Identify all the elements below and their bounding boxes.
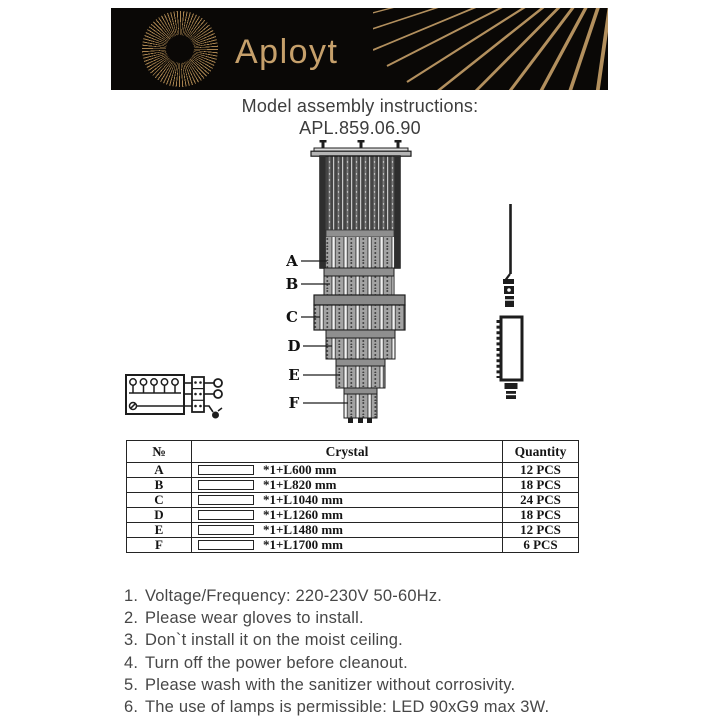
- instruction-text: Please wear gloves to install.: [145, 608, 364, 627]
- crystal-spec: *1+L1700 mm: [263, 537, 343, 552]
- table-row: [127, 523, 579, 538]
- crystal-length-icon: [198, 525, 254, 535]
- instruction-text: The use of lamps is permissible: LED 90xG9 max 3W.: [145, 698, 550, 717]
- row-letter: F: [127, 538, 192, 553]
- instruction-item: [124, 630, 644, 652]
- page-title: Model assembly instructions:: [241, 96, 479, 116]
- table-row: [127, 493, 579, 508]
- diagram-label-e: E: [288, 366, 300, 384]
- chandelier-diagram: [270, 135, 430, 445]
- crystal-strand-detail: [480, 196, 540, 406]
- row-letter: A: [127, 463, 192, 478]
- crystal-length-icon: [198, 465, 254, 475]
- row-letter: C: [127, 493, 192, 508]
- wiring-diagram: [116, 366, 228, 424]
- quantity-value: 12 PCS: [503, 523, 579, 538]
- instruction-item: [124, 607, 644, 629]
- crystal-spec: *1+L600 mm: [263, 462, 337, 477]
- crystal-length-icon: [198, 510, 254, 520]
- instruction-number: 6.: [124, 698, 139, 717]
- title-block: [0, 95, 720, 139]
- diagram-label-c: C: [286, 308, 298, 326]
- instruction-item: [124, 652, 644, 674]
- instruction-item: [124, 696, 644, 718]
- crystal-length-icon: [198, 480, 254, 490]
- diagram-label-a: A: [286, 252, 298, 270]
- crystal-length-icon: [198, 495, 254, 505]
- tier-c: [314, 295, 405, 330]
- instruction-text: Please wash with the sanitizer without corrosivity.: [145, 675, 516, 694]
- crystal-spec: *1+L1480 mm: [263, 522, 343, 537]
- row-letter: B: [127, 478, 192, 493]
- table-row: [127, 478, 579, 493]
- tier-f: [344, 388, 377, 423]
- instruction-number: 5.: [124, 675, 139, 694]
- crystal-length-icon: [198, 540, 254, 550]
- diagram-label-f: F: [288, 394, 300, 412]
- instruction-number: 2.: [124, 608, 139, 627]
- instruction-text: Voltage/Frequency: 220-230V 50-60Hz.: [145, 586, 443, 605]
- row-letter: E: [127, 523, 192, 538]
- table-row: [127, 463, 579, 478]
- tier-b: [324, 268, 394, 295]
- mounting-plate: [311, 148, 411, 156]
- corner-rays-icon: [373, 8, 608, 90]
- brand-logo-text: Aployt: [235, 33, 339, 71]
- header-quantity: Quantity: [503, 441, 579, 463]
- instruction-item: [124, 585, 644, 607]
- instruction-number: 3.: [124, 631, 139, 650]
- crystal-spec: *1+L820 mm: [263, 477, 337, 492]
- quantity-value: 18 PCS: [503, 508, 579, 523]
- instruction-item: [124, 674, 644, 696]
- quantity-value: 18 PCS: [503, 478, 579, 493]
- header-crystal: Crystal: [192, 441, 503, 463]
- instruction-number: 4.: [124, 653, 139, 672]
- tier-a-cylinder: [320, 156, 400, 268]
- tier-d: [326, 330, 395, 359]
- instructions-list: [124, 585, 644, 719]
- row-letter: D: [127, 508, 192, 523]
- tier-e: [336, 359, 385, 388]
- instruction-number: 1.: [124, 586, 139, 605]
- model-number: APL.859.06.90: [299, 118, 421, 138]
- quantity-value: 24 PCS: [503, 493, 579, 508]
- crystal-spec: *1+L1040 mm: [263, 492, 343, 507]
- table-row: [127, 538, 579, 553]
- starburst-logo-icon: [142, 11, 218, 87]
- table-row: [127, 508, 579, 523]
- quantity-value: 6 PCS: [503, 538, 579, 553]
- crystal-spec: *1+L1260 mm: [263, 507, 343, 522]
- quantity-value: 12 PCS: [503, 463, 579, 478]
- header-num: №: [127, 441, 192, 463]
- diagram-label-b: B: [285, 275, 299, 293]
- instruction-text: Don`t install it on the moist ceiling.: [145, 631, 403, 650]
- table-header-row: [127, 441, 579, 463]
- crystal-table: [126, 440, 579, 553]
- instruction-text: Turn off the power before cleanout.: [145, 653, 408, 672]
- brand-banner: [111, 8, 608, 90]
- diagram-label-d: D: [287, 337, 301, 355]
